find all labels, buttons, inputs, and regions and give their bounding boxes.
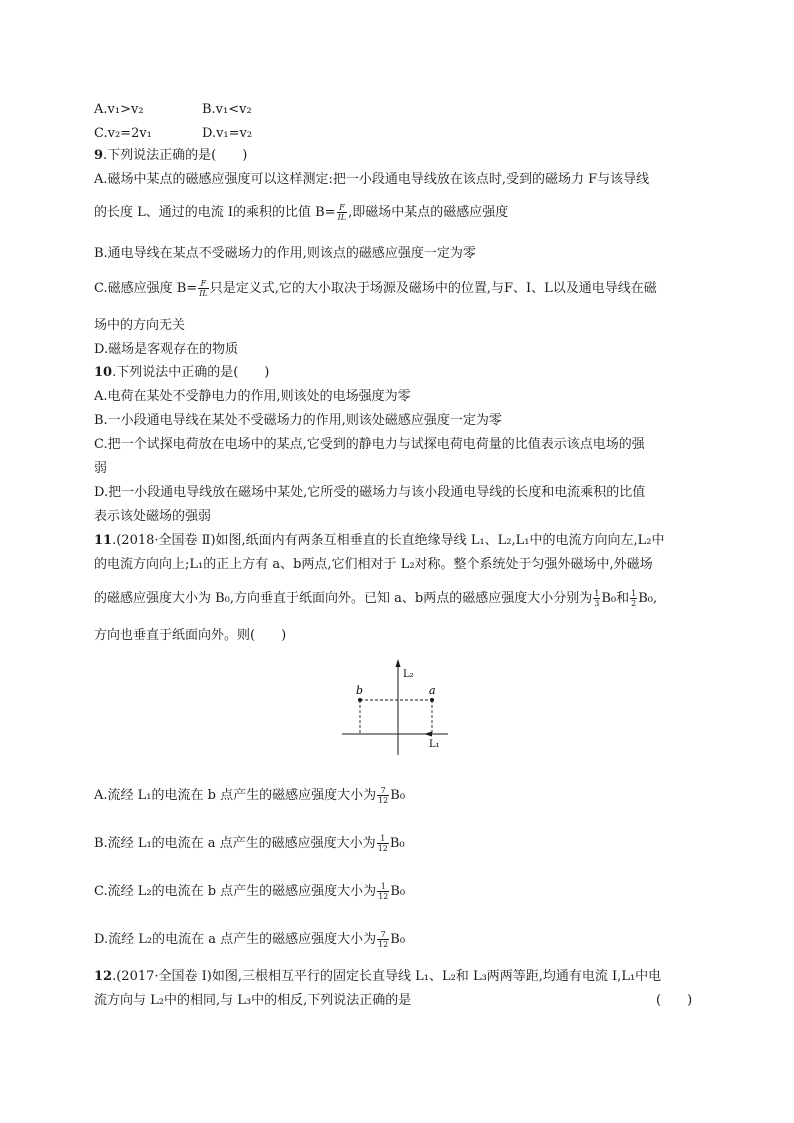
label-l1: L₁ (429, 739, 440, 750)
q10-option-c-line1: C.把一个试探电荷放在电场中的某点,它受到的静电力与试探电荷电荷量的比值表示该点电场的强 (94, 437, 645, 452)
fraction-one-third: $\frac{1}{3}$ (594, 589, 600, 608)
q9-option-c-line1: C.磁感应强度 B= $\frac{F}{IL}$ 只是定义式,它的大小取决于场源及磁场中的位置,与F、I、L以及通电导线在磁 (94, 279, 657, 298)
q10-option-c-line2: 弱 (94, 461, 108, 476)
q10-stem: 10.下列说法中正确的是( ) (94, 365, 270, 380)
fraction-f-over-il: $\frac{F}{IL}$ (199, 279, 208, 298)
arrow-up-icon (396, 659, 401, 667)
point-b (358, 698, 362, 702)
label-a: a (429, 684, 436, 697)
q11-stem-line3: 的磁感应强度大小为 B₀,方向垂直于纸面向外。已知 a、b两点的磁感应强度大小分别为 $\frac{1}{3}$ B₀和 $\frac{1}{2}$ B₀, (94, 589, 658, 608)
q12-stem-line2: 流方向与 L₂中的相同,与 L₃中的相反,下列说法正确的是 (94, 993, 412, 1008)
q11-wire-figure (330, 655, 460, 760)
q9-option-a-line2: 的长度 L、通过的电流 I的乘积的比值 B= $\frac{F}{IL}$ ,即磁场中某点的磁感应强度 (94, 203, 509, 222)
q11-stem-line4: 方向也垂直于纸面向外。则( ) (94, 628, 287, 643)
q9-option-a-line1: A.磁场中某点的磁感应强度可以这样测定:把一小段通电导线放在该点时,受到的磁场力 F与该导线 (94, 172, 650, 187)
q11-stem-line2: 的电流方向向上;L₁的正上方有 a、b两点,它们相对于 L₂对称。整个系统处于匀强外磁场中,外磁场 (94, 557, 653, 572)
point-a (430, 698, 434, 702)
q10-option-d-line1: D.把一小段通电导线放在磁场中某处,它所受的磁场力与该小段通电导线的长度和电流乘积的比值 (94, 485, 646, 500)
q9-stem: 9.下列说法正确的是( ) (94, 148, 248, 163)
q8-option-a: A.v₁>v₂ (94, 102, 144, 117)
q11-option-d: D.流经 L₂的电流在 a 点产生的磁感应强度大小为 $\frac{7}{12}$ B₀ (94, 930, 406, 949)
fraction-seven-twelfths: $\frac{7}{12}$ (378, 786, 389, 805)
q8-option-b: B.v₁<v₂ (202, 102, 252, 117)
q9-option-c-line2: 场中的方向无关 (94, 318, 186, 333)
arrow-left-icon (424, 732, 432, 737)
label-b: b (356, 684, 364, 697)
fraction-one-twelfth: $\frac{1}{12}$ (377, 834, 388, 853)
q12-answer-bracket: ( ) (656, 993, 693, 1008)
q10-option-d-line2: 表示该处磁场的强弱 (94, 509, 212, 524)
q9-option-d: D.磁场是客观存在的物质 (94, 342, 239, 357)
fraction-one-half: $\frac{1}{2}$ (631, 589, 637, 608)
q11-option-c: C.流经 L₂的电流在 b 点产生的磁感应强度大小为 $\frac{1}{12}$ B₀ (94, 882, 406, 901)
q11-option-b: B.流经 L₁的电流在 a 点产生的磁感应强度大小为 $\frac{1}{12}$ B₀ (94, 834, 405, 853)
q10-option-b: B.一小段通电导线在某处不受磁场力的作用,则该处磁感应强度一定为零 (94, 413, 502, 428)
fraction-seven-twelfths: $\frac{7}{12}$ (378, 930, 389, 949)
q9-option-b: B.通电导线在某点不受磁场力的作用,则该点的磁感应强度一定为零 (94, 246, 476, 261)
q11-stem-line1: 11.(2018·全国卷 Ⅱ)如图,纸面内有两条互相垂直的长直绝缘导线 L₁、L₂,L₁中的电流方向向左,L₂中 (94, 533, 665, 548)
fraction-f-over-il: $\frac{F}{IL}$ (337, 203, 347, 222)
q8-option-c: C.v₂=2v₁ (94, 126, 152, 141)
label-l2: L₂ (403, 669, 414, 680)
fraction-one-twelfth: $\frac{1}{12}$ (378, 882, 389, 901)
q12-stem-line1: 12.(2017·全国卷 Ⅰ)如图,三根相互平行的固定长直导线 L₁、L₂和 L₃两两等距,均通有电流 I,L₁中电 (94, 969, 662, 984)
q11-option-a: A.流经 L₁的电流在 b 点产生的磁感应强度大小为 $\frac{7}{12}$ B₀ (94, 786, 406, 805)
q10-option-a: A.电荷在某处不受静电力的作用,则该处的电场强度为零 (94, 389, 411, 404)
q8-option-d: D.v₁=v₂ (202, 126, 253, 141)
